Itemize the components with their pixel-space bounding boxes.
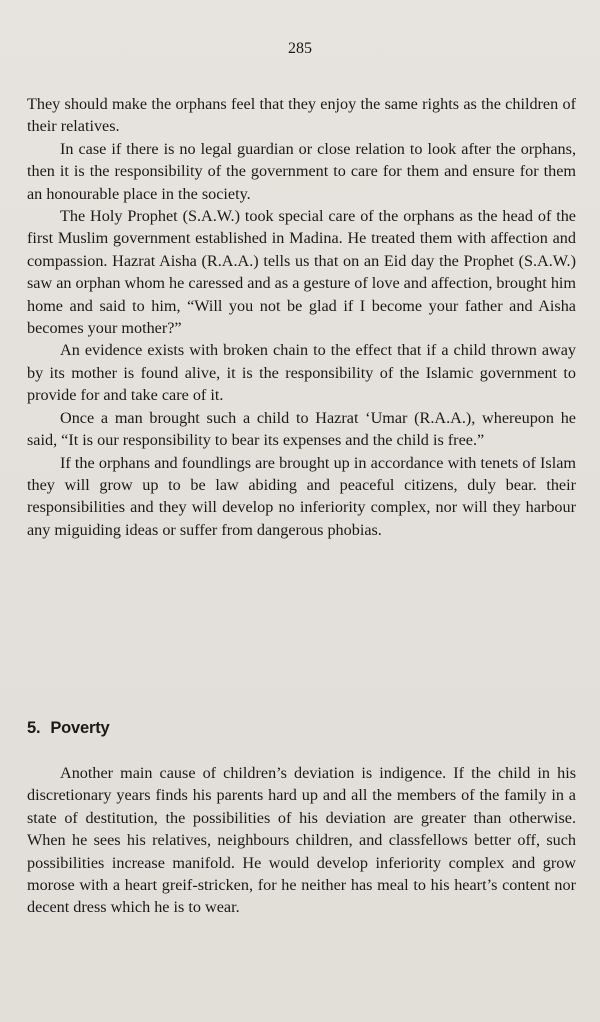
text-block-top — [27, 93, 576, 541]
section-heading — [27, 719, 110, 738]
paragraph: Another main cause of children’s deviation is indigence. If the child in his discretionary years finds his parents hard up and all the members of the family in a state of destitution, the possibilities of his deviation are greater than otherwise. When he sees his relatives, neighbours children, and classfellows better off, such possibilities increase manifold. He would develop inferiority complex and grow morose with a heart greif-stricken, for he neither has meal to his heart’s content nor decent dress which he is to wear. — [27, 764, 576, 917]
paragraph: Once a man brought such a child to Hazrat ‘Umar (R.A.A.), whereupon he said, “It is our responsibility to bear its expenses and the child is free.” — [27, 408, 576, 450]
paragraph: They should make the orphans feel that they enjoy the same rights as the children of their relatives. — [27, 95, 576, 136]
section-title: Poverty — [50, 719, 110, 737]
paragraph: An evidence exists with broken chain to the effect that if a child thrown away by its mother is found alive, it is the responsibility of the Islamic government to provide for and take care of it. — [27, 341, 576, 405]
paragraph: In case if there is no legal guardian or close relation to look after the orphans, then it is the responsibility of the government to care for them and ensure for them an honourable place in the society. — [27, 139, 576, 203]
paragraph: If the orphans and foundlings are brought up in accordance with tenets of Islam they will grow up to be law abiding and peaceful citizens, duly bear. their responsibilities and they will develop no inferiority complex, nor will they harbour any miguiding ideas or suffer from dangerous phobias. — [27, 453, 576, 539]
page-number: 285 — [288, 40, 312, 57]
text-block-bottom — [27, 762, 576, 919]
paragraph: The Holy Prophet (S.A.W.) took special care of the orphans as the head of the first Muslim government established in Madina. He treated them with affection and compassion. Hazrat Aisha (R.A.A.) tells us that on an Eid day the Prophet (S.A.W.) saw an orphan whom he caressed and as a gesture of love and affection, brought him home and said to him, “Will you not be glad if I become your father and Aisha becomes your mother?” — [27, 207, 576, 338]
section-number: 5. — [27, 719, 41, 737]
